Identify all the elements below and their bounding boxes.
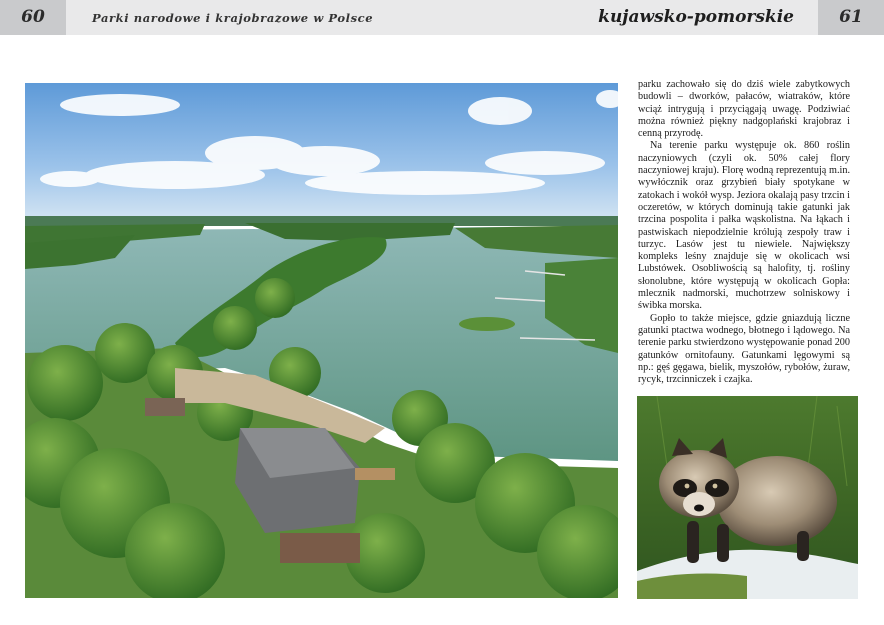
raccoon-dog-photo	[637, 396, 858, 599]
article-text	[638, 79, 850, 386]
book-title: Parki narodowe i krajobrazowe w Polsce	[92, 11, 374, 25]
paragraph: parku zachowało się do dziś wiele zabytkowych budowli – dworków, pałaców, wiatraków, które wciąż intrygują i przyciągają uwagę. Podziwiać można również piękny nadgoplański krajobraz i cenną przyrodę.	[638, 79, 850, 140]
paragraph: Gopło to także miejsce, gdzie gniazdują liczne gatunki ptactwa wodnego, błotnego i lądowego. Na terenie parku stwierdzono występowanie ponad 200 gatunków ornitofauny. Gatunkami lęgowymi są np.: gęś gęgawa, bielik, myszołów, rybołów, żuraw, rycyk, trzcinniczek i czajka.	[638, 312, 850, 386]
page-number-right: 61	[818, 0, 884, 35]
region-title: kujawsko-pomorskie	[598, 7, 794, 27]
paragraph: Na terenie parku występuje ok. 860 roślin naczyniowych (czyli ok. 50% całej flory naczyniowej kraju). Florę wodną reprezentują m.in. wywłócznik oraz grzybień biały spotykane w zatokach i wokół wysp. Jeziora okalają pasy trzcin i oczeretów, w których dominują takie gatunki jak trzcina pospolita i pałka wąskolistna. Na łąkach i pastwiskach niepodzielnie królują zespoły traw i turzyc. Lasów jest tu niewiele. Największy kompleks leśny znajduje się w okolicach wsi Lubstówek. Osobliwością są halofity, tj. rośliny słonolubne, które występują w okolicach Gopła: mlecznik nadmorski, muchotrzew solniskowy i świbka morska.	[638, 140, 850, 312]
lake-aerial-photo	[25, 83, 618, 598]
page-number-left: 60	[0, 0, 66, 35]
